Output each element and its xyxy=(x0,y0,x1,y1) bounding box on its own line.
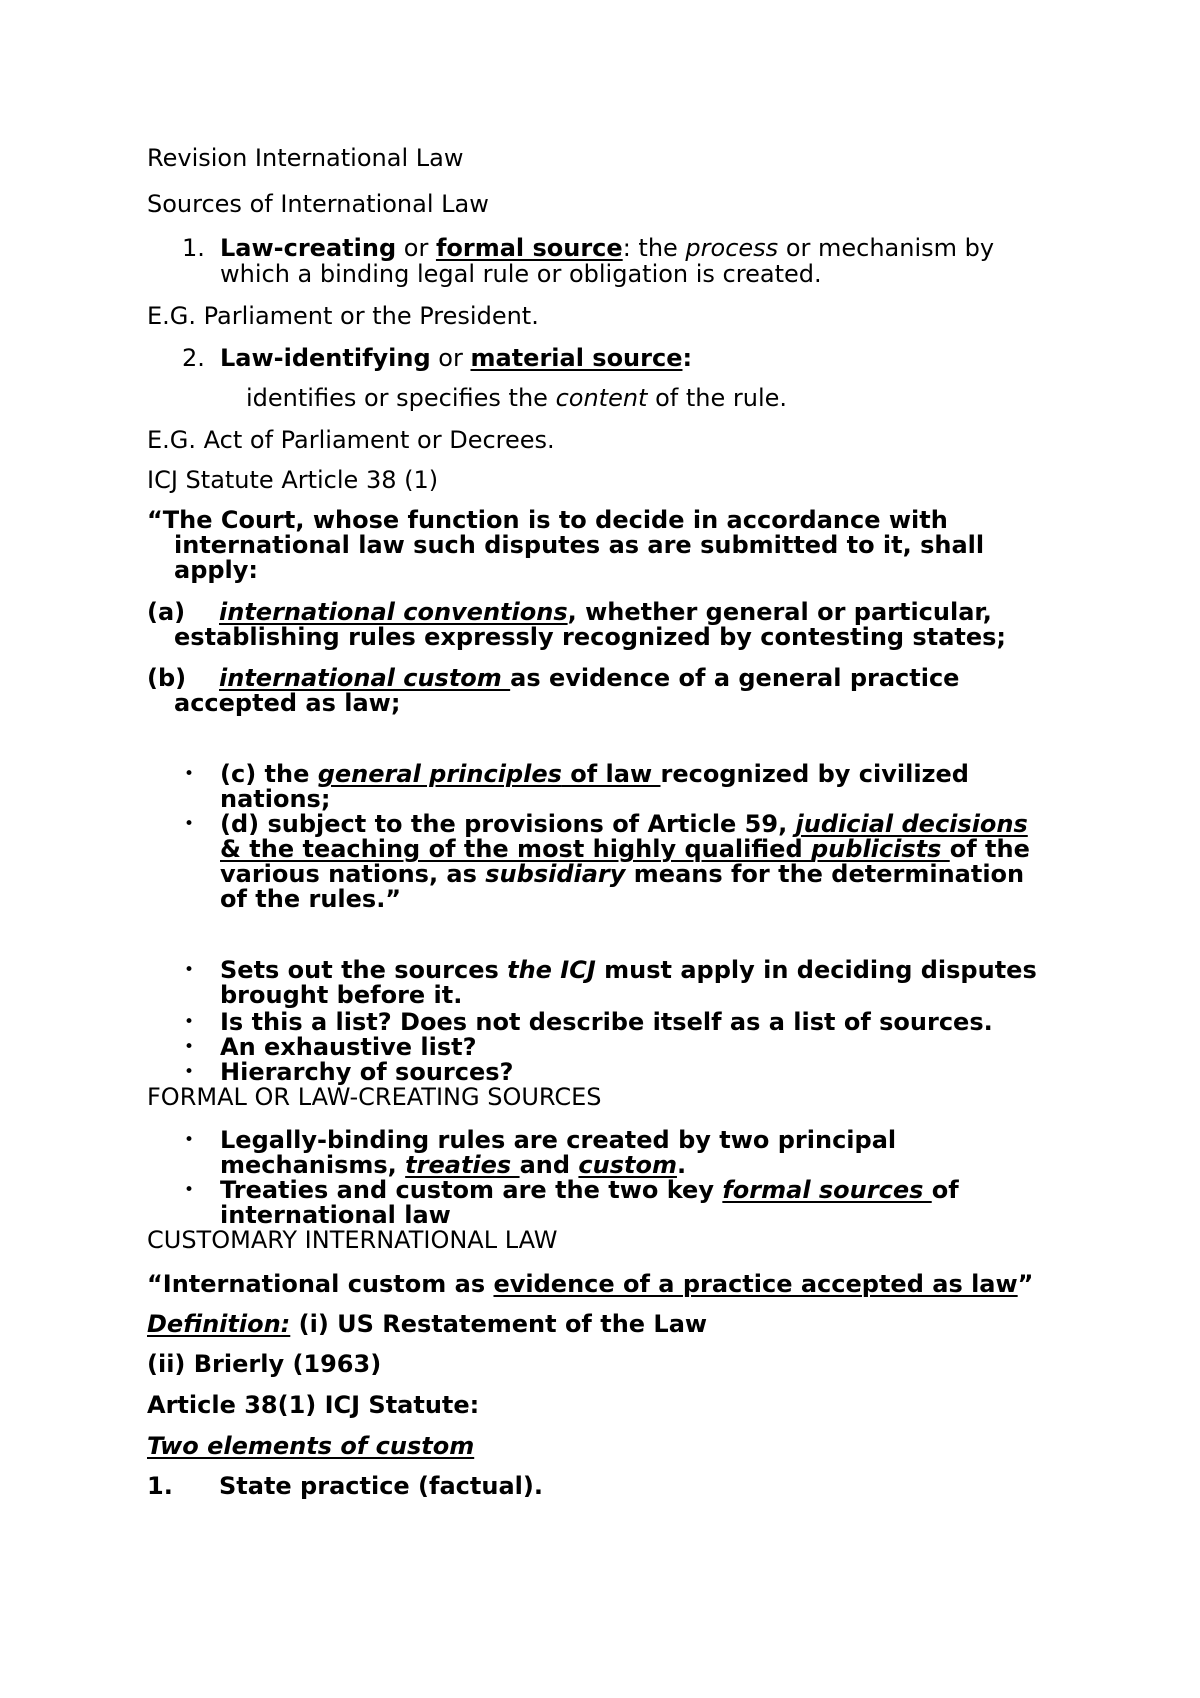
bullet: • xyxy=(184,1062,195,1082)
example-2: E.G. Act of Parliament or Decrees. xyxy=(147,426,555,454)
item-2-line-2: identifies or specifies the content of the rule. xyxy=(246,384,787,412)
formal-source-term: formal source xyxy=(435,234,623,262)
subsidiary-term: subsidiary xyxy=(485,860,626,888)
publicists-term: publicists xyxy=(811,835,950,863)
custom-term: custom xyxy=(578,1151,677,1179)
quote-line-2: international law such disputes as are submitted to it, shall xyxy=(174,531,985,559)
bullet: • xyxy=(184,764,195,784)
formal-sources-term: formal sources xyxy=(722,1176,932,1204)
icj-heading: ICJ Statute Article 38 (1) xyxy=(147,466,439,494)
definition-label: Definition: xyxy=(147,1310,291,1338)
formal-1-line-1: Legally-binding rules are created by two principal xyxy=(220,1126,897,1154)
bullet: • xyxy=(184,1012,195,1032)
clause-d-line-1: (d) subject to the provisions of Article 59, judicial decisions xyxy=(220,810,1028,838)
note-1-line-2: brought before it. xyxy=(220,981,463,1009)
doc-title: Revision International Law xyxy=(147,144,464,172)
formal-2-line-1: Treaties and custom are the two key formal sources of xyxy=(220,1176,959,1204)
customary-law-heading: CUSTOMARY INTERNATIONAL LAW xyxy=(147,1226,558,1254)
bullet: • xyxy=(184,1037,195,1057)
treaties-term: treaties xyxy=(405,1151,520,1179)
item-2-line-1: Law-identifying or material source: xyxy=(220,344,693,372)
law-creating-term: Law-creating xyxy=(220,234,397,262)
article-line: Article 38(1) ICJ Statute: xyxy=(147,1391,480,1419)
clause-d-line-3: various nations, as subsidiary means for the determination xyxy=(220,860,1025,888)
bullet: • xyxy=(184,960,195,980)
clause-b-label: (b) xyxy=(147,664,187,692)
note-4: Hierarchy of sources? xyxy=(220,1058,514,1086)
item-1-line-1: Law-creating or formal source: the process or mechanism by xyxy=(220,234,995,262)
note-1-line-1: Sets out the sources the ICJ must apply in deciding disputes xyxy=(220,956,1037,984)
state-practice-number: 1. xyxy=(147,1472,173,1500)
note-2: Is this a list? Does not describe itself as a list of sources. xyxy=(220,1008,993,1036)
clause-b-line-2: accepted as law; xyxy=(174,689,401,717)
state-practice-text: State practice (factual). xyxy=(219,1472,543,1500)
quote-line-1: “The Court, whose function is to decide in accordance with xyxy=(147,506,948,534)
judicial-decisions-term: judicial decisions xyxy=(795,810,1028,838)
international-custom-term: international custom xyxy=(219,664,511,692)
clause-d-line-4: of the rules.” xyxy=(220,885,402,913)
example-1: E.G. Parliament or the President. xyxy=(147,302,539,330)
bullet: • xyxy=(184,1130,195,1150)
material-source-term: material source xyxy=(470,344,683,372)
doc-subtitle: Sources of International Law xyxy=(147,190,489,218)
list-number-2: 2. xyxy=(182,344,205,372)
international-conventions-term: international conventions xyxy=(219,598,568,626)
quote-line-3: apply: xyxy=(174,556,259,584)
custom-quote: “International custom as evidence of a practice accepted as law” xyxy=(147,1270,1034,1298)
general-principles-term: general principles xyxy=(317,760,562,788)
note-3: An exhaustive list? xyxy=(220,1033,477,1061)
clause-a-line-1: international conventions, whether general or particular, xyxy=(219,598,992,626)
clause-c-line-1: (c) the general principles of law recognized by civilized xyxy=(220,760,969,788)
formal-2-line-2: international law xyxy=(220,1201,451,1229)
clause-a-line-2: establishing rules expressly recognized by contesting states; xyxy=(174,623,1007,651)
clause-a-label: (a) xyxy=(147,598,186,626)
formal-sources-heading: FORMAL OR LAW-CREATING SOURCES xyxy=(147,1083,602,1111)
clause-b-line-1: international custom as evidence of a general practice xyxy=(219,664,960,692)
bullet: • xyxy=(184,1180,195,1200)
item-1-line-2: which a binding legal rule or obligation is created. xyxy=(220,260,822,288)
law-identifying-term: Law-identifying xyxy=(220,344,431,372)
brierly-line: (ii) Brierly (1963) xyxy=(147,1350,382,1378)
definition-line: Definition: (i) US Restatement of the Law xyxy=(147,1310,708,1338)
bullet: • xyxy=(184,814,195,834)
clause-d-line-2: & the teaching of the most highly qualified publicists of the xyxy=(220,835,1030,863)
two-elements-heading: Two elements of custom xyxy=(147,1432,475,1460)
clause-c-line-2: nations; xyxy=(220,785,331,813)
formal-1-line-2: mechanisms, treaties and custom. xyxy=(220,1151,687,1179)
list-number-1: 1. xyxy=(182,234,205,262)
